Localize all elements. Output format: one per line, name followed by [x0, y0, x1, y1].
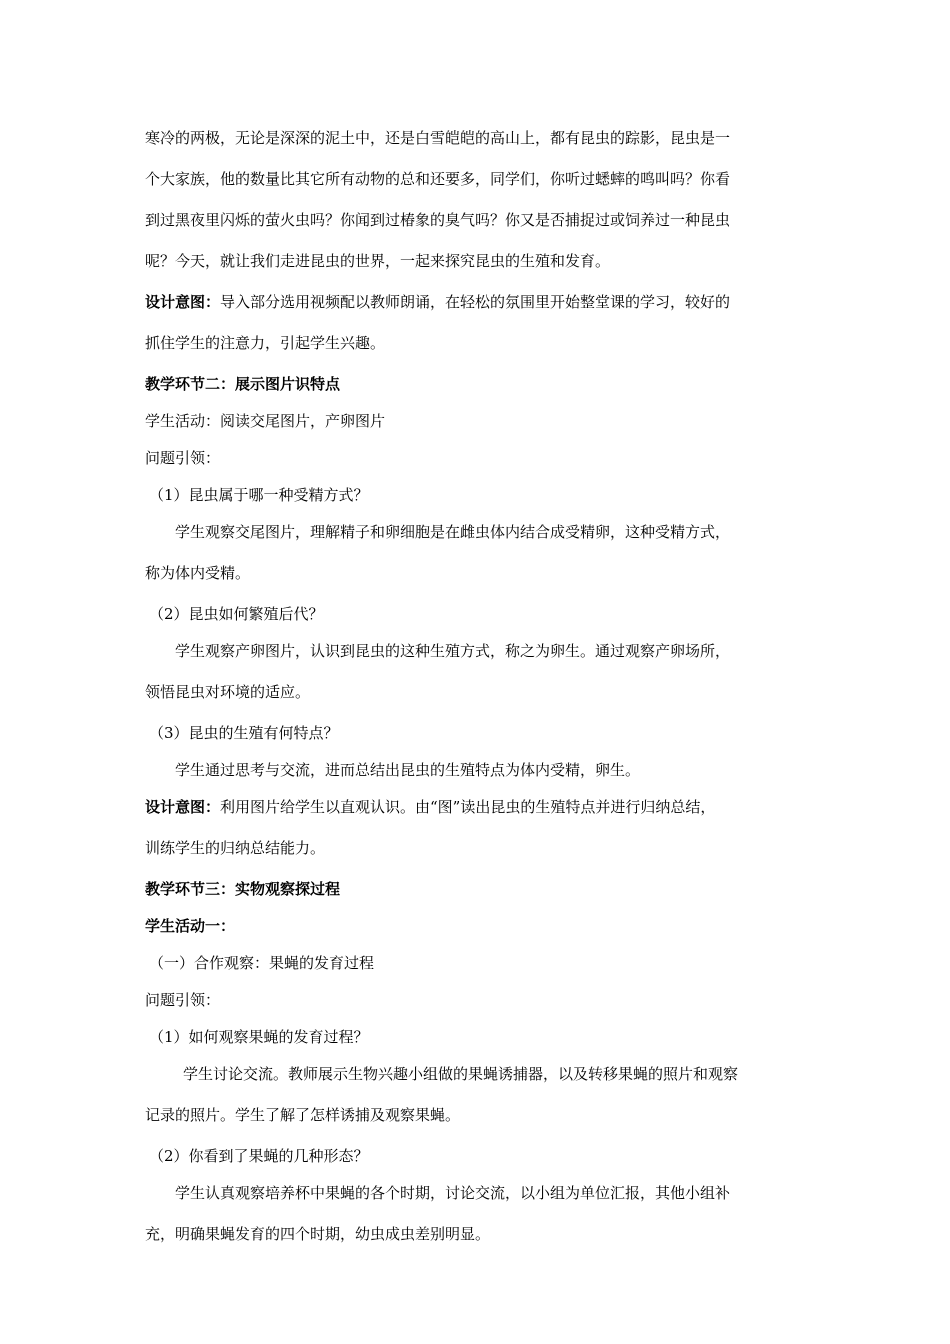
- design-intent-label: 设计意图：: [145, 293, 221, 311]
- design-intent-2-line-1: [145, 793, 810, 834]
- document-page: [145, 124, 810, 1261]
- section-3-heading: 教学环节三：实物观察探过程: [145, 880, 341, 898]
- design-intent-1-line-1: [145, 288, 810, 329]
- section-2-answer-1-line-2: 称为体内受精。: [145, 564, 251, 582]
- design-intent-1-line-2: 抓住学生的注意力，引起学生兴趣。: [145, 334, 386, 352]
- section-3-answer-2-line-2: 充，明确果蝇发育的四个时期，幼虫成虫差别明显。: [145, 1225, 491, 1243]
- section-2-question-2: （2）昆虫如何繁殖后代？: [149, 605, 324, 623]
- section-2-answer-2-line-1: 学生观察产卵图片，认识到昆虫的这种生殖方式，称之为卵生。通过观察产卵场所，: [175, 642, 731, 660]
- section-2-answer-1-line-1: 学生观察交尾图片，理解精子和卵细胞是在雌虫体内结合成受精卵，这种受精方式，: [175, 523, 731, 541]
- intro-line-1: 寒冷的两极，无论是深深的泥土中，还是白雪皑皑的高山上，都有昆虫的踪影，昆虫是一: [145, 129, 731, 147]
- section-2-question-1: （1）昆虫属于哪一种受精方式？: [149, 486, 369, 504]
- section-2-question-3: （3）昆虫的生殖有何特点？: [149, 724, 339, 742]
- design-intent-text: 导入部分选用视频配以教师朗诵，在轻松的氛围里开始整堂课的学习，较好的: [220, 293, 731, 311]
- section-2-answer-2-line-2: 领悟昆虫对环境的适应。: [145, 683, 311, 701]
- section-3-question-2: （2）你看到了果蝇的几种形态？: [149, 1147, 369, 1165]
- section-2-heading: 教学环节二：展示图片识特点: [145, 375, 341, 393]
- section-3-answer-1-line-2: 记录的照片。学生了解了怎样诱捕及观察果蝇。: [145, 1106, 461, 1124]
- section-2-activity: 学生活动：阅读交尾图片，产卵图片: [145, 412, 386, 430]
- section-3-guide: 问题引领：: [145, 991, 221, 1009]
- section-3-question-1: （1）如何观察果蝇的发育过程？: [149, 1028, 369, 1046]
- section-3-answer-2-line-1: 学生认真观察培养杯中果蝇的各个时期，讨论交流，以小组为单位汇报，其他小组补: [175, 1184, 731, 1202]
- intro-line-2: 个大家族，他的数量比其它所有动物的总和还要多，同学们，你听过蟋蟀的鸣叫吗？你看: [145, 170, 731, 188]
- design-intent-label: 设计意图：: [145, 798, 221, 816]
- design-intent-2-line-2: 训练学生的归纳总结能力。: [145, 839, 326, 857]
- section-2-guide: 问题引领：: [145, 449, 221, 467]
- intro-line-3: 到过黑夜里闪烁的萤火虫吗？你闻到过椿象的臭气吗？你又是否捕捉过或饲养过一种昆虫: [145, 211, 731, 229]
- section-2-answer-3-line-1: 学生通过思考与交流，进而总结出昆虫的生殖特点为体内受精，卵生。: [175, 761, 641, 779]
- section-3-answer-1-line-1: 学生讨论交流。教师展示生物兴趣小组做的果蝇诱捕器，以及转移果蝇的照片和观察: [183, 1065, 739, 1083]
- section-3-subtopic-1: （一）合作观察：果蝇的发育过程: [149, 954, 375, 972]
- intro-line-4: 呢？今天，就让我们走进昆虫的世界，一起来探究昆虫的生殖和发育。: [145, 252, 611, 270]
- section-3-activity-title: 学生活动一：: [145, 917, 236, 935]
- design-intent-text: 利用图片给学生以直观认识。由“图”读出昆虫的生殖特点并进行归纳总结，: [220, 798, 716, 816]
